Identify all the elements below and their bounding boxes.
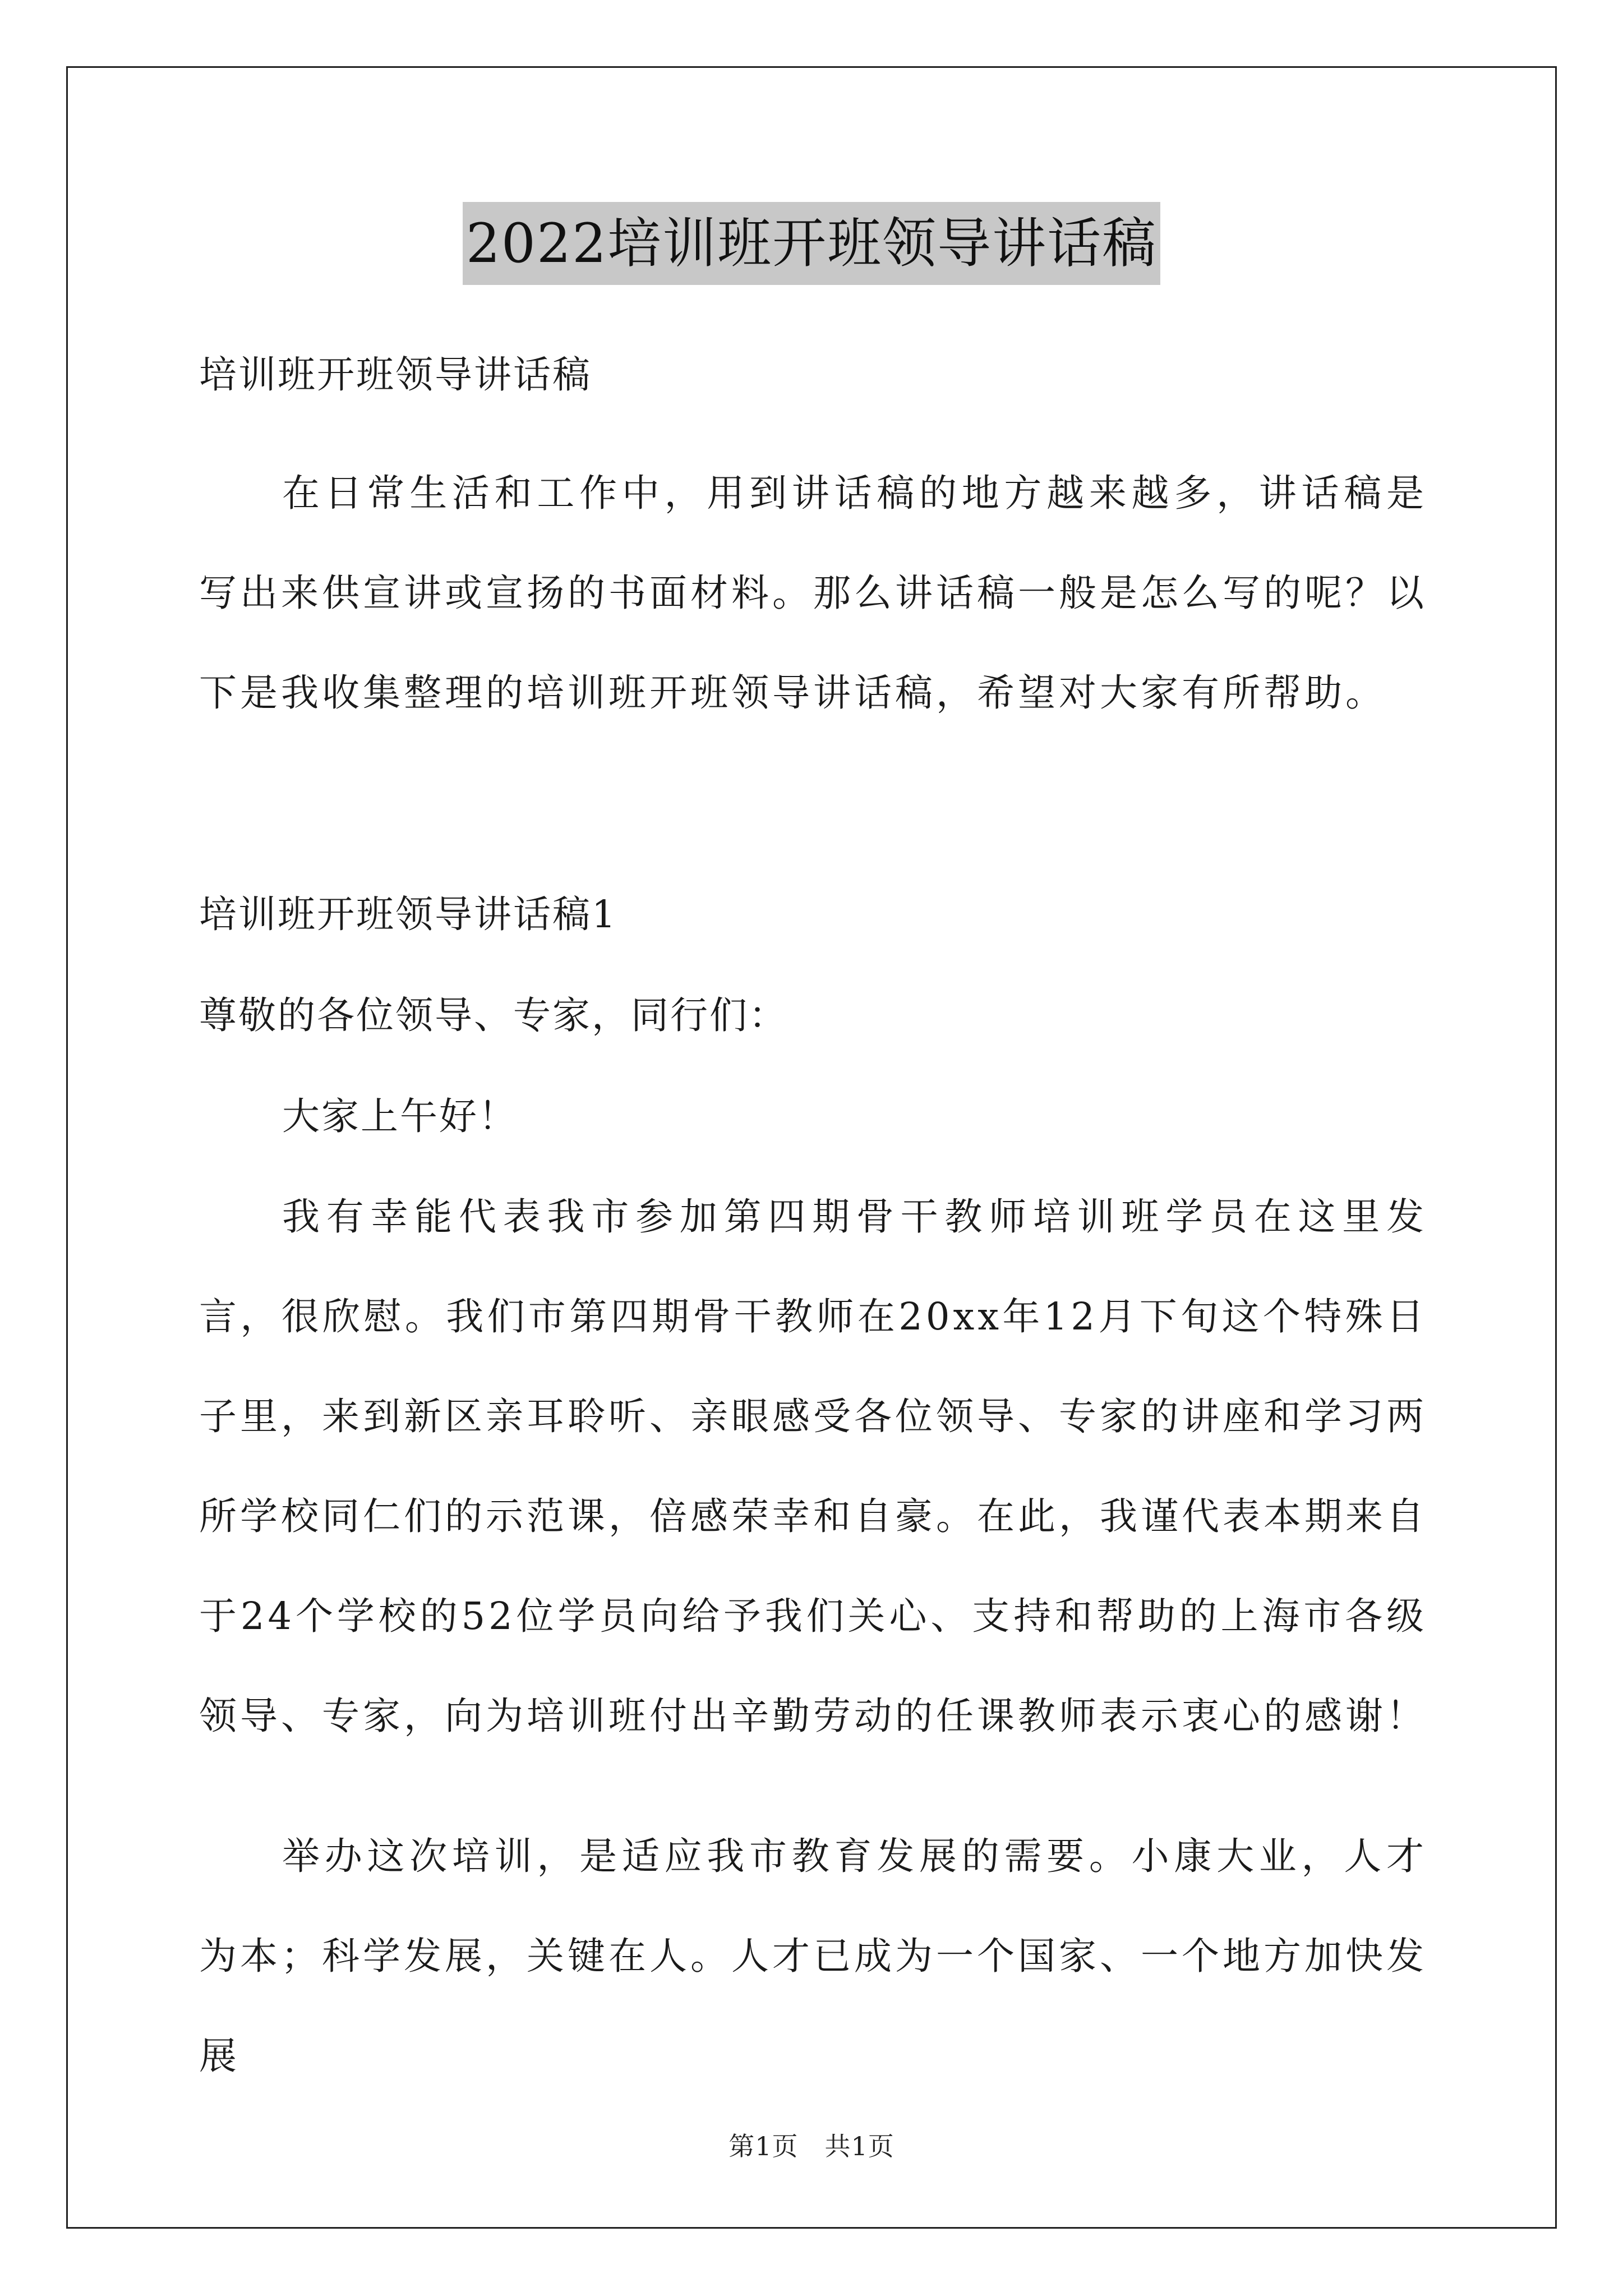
document-subtitle: 培训班开班领导讲话稿 <box>199 353 592 397</box>
body-paragraph-2: 举办这次培训，是适应我市教育发展的需要。小康大业，人才为本；科学发展，关键在人。人才已成为一个国家、一个地方加快发展 <box>199 1834 1427 2078</box>
document-title: 2022培训班开班领导讲话稿 <box>463 202 1160 285</box>
page-footer: 第1页 共1页 <box>728 2131 895 2161</box>
salutation: 尊敬的各位领导、专家，同行们： <box>199 993 788 1037</box>
section-heading: 培训班开班领导讲话稿1 <box>199 892 617 936</box>
greeting: 大家上午好！ <box>282 1094 518 1138</box>
intro-paragraph: 在日常生活和工作中，用到讲话稿的地方越来越多，讲话稿是写出来供宣讲或宣扬的书面材料。那么讲话稿一般是怎么写的呢？以下是我收集整理的培训班开班领导讲话稿，希望对大家有所帮助。 <box>199 471 1427 715</box>
title-container <box>0 202 1623 285</box>
body-paragraph-1: 我有幸能代表我市参加第四期骨干教师培训班学员在这里发言，很欣慰。我们市第四期骨干教师在20xx年12月下旬这个特殊日子里，来到新区亲耳聆听、亲眼感受各位领导、专家的讲座和学习两所学校同仁们的示范课，倍感荣幸和自豪。在此，我谨代表本期来自于24个学校的52位学员向给予我们关心、支持和帮助的上海市各级领导、专家，向为培训班付出辛勤劳动的任课教师表示衷心的感谢！ <box>199 1195 1427 1738</box>
